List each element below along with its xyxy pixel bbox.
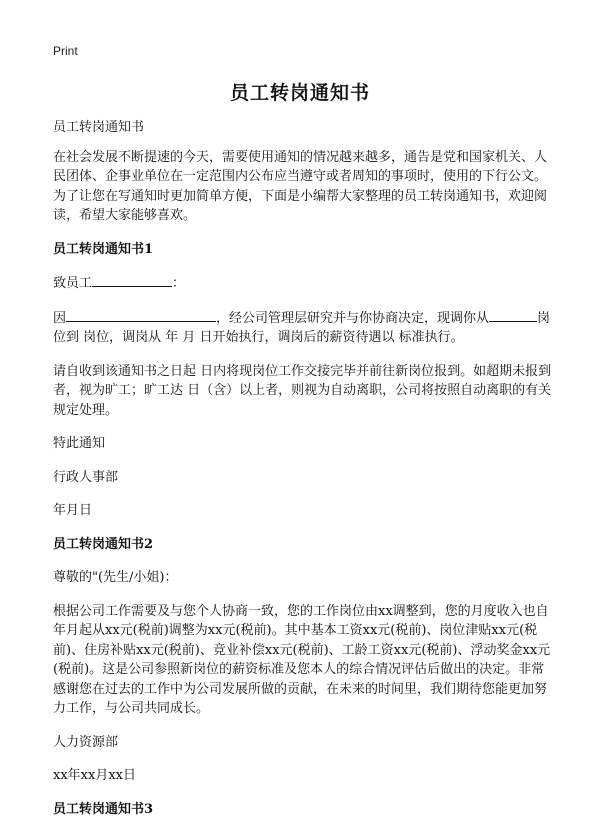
notice1-para1-prefix: 因: [53, 310, 67, 326]
notice1-greeting-suffix: ：: [172, 276, 186, 291]
notice3-heading: 员工转岗通知书3: [53, 801, 154, 817]
intro-subtitle: 员工转岗通知书: [53, 120, 145, 135]
notice1-para1-suffix: 岗位到 岗位，调岗从 年 月 日开始执行，调岗后的薪资待遇以 标准执行。: [53, 310, 551, 345]
notice1-paragraph2: 请自收到该通知书之日起 日内将现岗位工作交接完毕并前往新岗位报到。如超期未报到者，视为旷工；旷工达 日（含）以上者，则视为自动离职，公司将按照自动离职的有关规定处理。: [53, 363, 552, 418]
notice2-heading: 员工转岗通知书2: [53, 536, 154, 552]
blank-employee-name: [92, 273, 172, 287]
notice1-paragraph1: [53, 308, 553, 348]
notice1-heading: 员工转岗通知书1: [53, 241, 154, 257]
blank-original-position: [489, 308, 537, 322]
page-title: 员工转岗通知书: [229, 82, 370, 104]
notice1-department: 行政人事部: [53, 469, 119, 485]
notice2-greeting: 尊敬的"(先生/小姐)：: [53, 570, 178, 585]
blank-reason: [66, 308, 216, 322]
notice1-greeting: [53, 273, 553, 294]
notice2-paragraph: 根据公司工作需要及与您个人协商一致，您的工作岗位由xx调整到，您的月度收入也自年月起从xx元(税前)调整为xx元(税前)。其中基本工资xx元(税前)、岗位津贴xx元(税前)、住房补贴xx元(税前)、竞业补偿xx元(税前)、工龄工资xx元(税前)、浮动奖金xx元(税前)。这是公司参照新岗位的薪资标准及您本人的综合情况评估后做出的决定。非常感谢您在过去的工作中为公司发展所做的贡献，在未来的时间里，我们期待您能更加努力工作，与公司共同成长。: [53, 603, 551, 716]
notice1-greeting-prefix: 致员工: [53, 276, 93, 291]
notice1-closing: 特此通知: [53, 436, 106, 451]
notice2-department: 人力资源部: [53, 734, 119, 750]
notice1-date: 年月日: [53, 503, 93, 518]
print-label[interactable]: Print: [53, 44, 78, 58]
intro-paragraph: 在社会发展不断提速的今天，需要使用通知的情况越来越多，通告是党和国家机关、人民团体、企事业单位在一定范围内公布应当遵守或者周知的事项时，使用的下行公文。为了让您在写通知时更加简单方便，下面是小编帮大家整理的员工转岗通知书，欢迎阅读，希望大家能够喜欢。: [53, 149, 548, 223]
document-body: [53, 118, 553, 833]
notice1-para1-middle: ，经公司管理层研究并与你协商决定，现调你从: [216, 310, 490, 326]
notice2-date: xx年xx月xx日: [53, 768, 136, 783]
